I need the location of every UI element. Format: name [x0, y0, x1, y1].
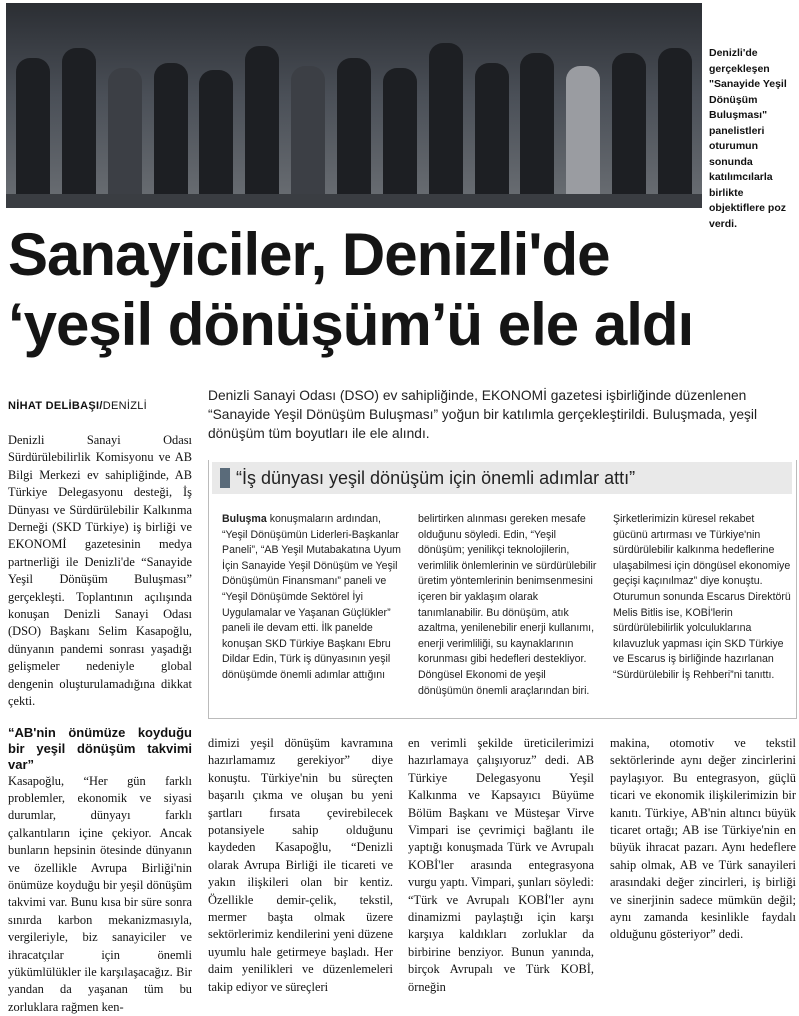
lead-paragraph: Denizli Sanayi Odası (DSO) ev sahipliğinde, EKONOMİ gazetesi işbirliğinde düzenlenen “Sanayide Yeşil Dönüşüm Buluşması” yoğun bir katılımla gerçekleştirildi. Buluşmada, yeşil dönüşüm tüm boyutları ile ele alındı.	[208, 386, 796, 443]
group-photo	[6, 3, 702, 208]
box-column-1-lead: Buluşma	[222, 513, 267, 525]
box-column-1-text	[222, 512, 402, 684]
column-1-paragraph-2: Kasapoğlu, “Her gün farklı problemler, ekonomik ve siyasi durumlar, dünyayı farklı çalkantıların içine çekiyor. Ancak bunların hepsinin ötesinde dünyanın ve özellikle Avrupa Birliği'nin önümüze koyduğu bir yeşil dönüşüm takvimi var. Bunu kısa bir süre sonra sınırda karbon mekanizmasıyla, vergileriyle, biz sanayiciler ve ihracatçılar için önemli yükümlülükler ile karşılaşacağız. Bir yandan da yaşanan tüm bu zorluklara rağmen ken-	[8, 773, 192, 1016]
box-column-2-text: belirtirken alınması gereken mesafe olduğunu söyledi. Edin, “Yeşil dönüşüm; yenilikçi teknolojilerin, verimlilik önlemlerinin ve sürdürülebilir üretim yöntemlerinin benimsenmesini içeren bir yaklaşım olarak tanımlanabilir. Bu dönüşüm, atık azaltma, yenilenebilir enerji kullanımı, enerji verimliliği, su kaynaklarının korunması gibi hedefleri destekliyor. Döngüsel Ekonomi de yeşil dönüşümün önemli araçlarından biri.	[418, 512, 598, 699]
column-1	[8, 432, 192, 1016]
box-column-2	[418, 512, 598, 699]
byline-place: DENİZLİ	[103, 400, 147, 412]
box-column-3-text: Şirketlerimizin küresel rekabet gücünü artırması ve Türkiye'nin sürdürülebilir kalkınma hedeflerine ulaşabilmesi için döngüsel ekonomiye geçişi kaçınılmaz” diye konuştu. Oturumun sonunda Escarus Direktörü Melis Bitlis ise, KOBİ'lerin sürdürülebilirlik yolculuklarına kılavuzluk yapması için SKD Türkiye ve Escarus iş birliğinde hazırlanan “Sürdürülebilir İş Rehberi”ni tanıttı.	[613, 512, 791, 684]
photo-caption: Denizli'de gerçekleşen "Sanayide Yeşil Dönüşüm Buluşması" panelistleri oturumun sonunda katılımcılarla birlikte objektiflere poz verdi.	[709, 46, 797, 232]
column-2-text: dimizi yeşil dönüşüm kavramına hazırlamamız gerekiyor” diye konuştu. Türkiye'nin bu süreçten başarılı çıkma ve oluşan bu yeni şartları fırsata çevirebilecek potansiyele sahip olduğunu kaydeden Kasapoğlu, “Denizli olarak Avrupa Birliği ile ticareti ve yakın ilişkileri olan bir kentiz. Özellikle demir-çelik, tekstil, mermer başta olmak üzere sektörlerimiz kendilerini yeni düzene uyumlu hale getirmeye başladı. Her daim yenilikleri ve düzenlemeleri takip ediyor ve süreçleri	[208, 735, 393, 996]
column-4	[610, 735, 796, 944]
column-2	[208, 735, 393, 996]
box-column-1	[222, 512, 402, 684]
headline-line-1: Sanayiciler, Denizli'de	[8, 220, 798, 290]
box-column-3	[613, 512, 791, 684]
sidebar-box-accent	[220, 468, 230, 488]
byline	[8, 400, 147, 412]
sidebar-box-title: “İş dünyası yeşil dönüşüm için önemli adımlar attı”	[236, 467, 635, 489]
headline-line-2: ‘yeşil dönüşüm’ü ele aldı	[8, 290, 798, 360]
column-4-text: makina, otomotiv ve tekstil sektörlerinde aynı değer zincirlerini paylaşıyor. Bu entegrasyon, güçlü ticari ve ekonomik ilişkilerimizin bir kanıtı. Türkiye, AB'nin altıncı büyük ticaret ortağı; AB ise Türkiye'nin en büyük ihracat pazarı. Aynı hedeflere sahip olmak, AB ve Türk sanayileri arasındaki değer zincirleri, iş birliği ve sinerjinin sadece mümkün değil; aynı zamanda kesinlikle faydalı olduğunu gösteriyor” dedi.	[610, 735, 796, 944]
box-column-1-body: konuşmaların ardından, “Yeşil Dönüşümün Liderleri-Başkanlar Paneli”, “AB Yeşil Mutabakatına Uyum İçin Sanayide Yeşil Dönüşüm ve Yeşil Dönüşümün Finansmanı” paneli ve “Yeşil Dönüşümde Sektörel İyi Uygulamalar ve Yaşanan Güçlükler” paneli ile devam etti. İlk panelde konuşan SKD Türkiye Başkanı Ebru Dildar Edin, Türk iş dünyasının yeşil dönüşümde önemli adımlar attığını	[222, 513, 401, 681]
headline	[8, 220, 798, 360]
photo-figures	[6, 33, 702, 208]
byline-author: NİHAT DELİBAŞI/	[8, 400, 103, 412]
photo-floor	[6, 194, 702, 208]
sidebar-box-header	[212, 462, 792, 494]
column-3	[408, 735, 594, 996]
column-1-subhead: “AB'nin önümüze koyduğu bir yeşil dönüşüm takvimi var”	[8, 725, 192, 773]
column-3-text: en verimli şekilde üreticilerimizi hazırlamaya çalışıyoruz” dedi. AB Türkiye Delegasyonu Yeşil Kalkınma ve Kapsayıcı Büyüme Bölüm Başkanı ve Müsteşar Virve Vimpari ise çevrimiçi bağlantı ile yaptığı konuşmada Türk ve Avrupalı KOBİ'ler arasında entegrasyona vurgu yaptı. Vimpari, şunları söyledi: “Türk ve Avrupalı KOBİ'ler aynı dinamizmi paylaştığı için karşı karşıya kaldıkları zorluklar da birbirine benziyor. Bunun yanında, birçok Avrupalı ve Türk KOBİ, örneğin	[408, 735, 594, 996]
column-1-paragraph-1: Denizli Sanayi Odası Sürdürülebilirlik Komisyonu ve AB Bilgi Merkezi ev sahipliğinde, AB Türkiye Delegasyonu desteği, İş Dünyası ve Sürdürülebilir Kalkınma Derneği (SKD Türkiye) iş birliği ve EKONOMİ gazetesinin medya partnerliği ile Denizli'de “Sanayide Yeşil Dönüşüm Buluşması” gerçekleşti. Toplantının açılışında konuşan Denizli Sanayi Odası (DSO) Başkanı Selim Kasapoğlu, dünyanın pandemi sonrası yaşadığı gelişmeler nedeniyle global dengenin oluşturulamadığına dikkat çekti.	[8, 432, 192, 711]
